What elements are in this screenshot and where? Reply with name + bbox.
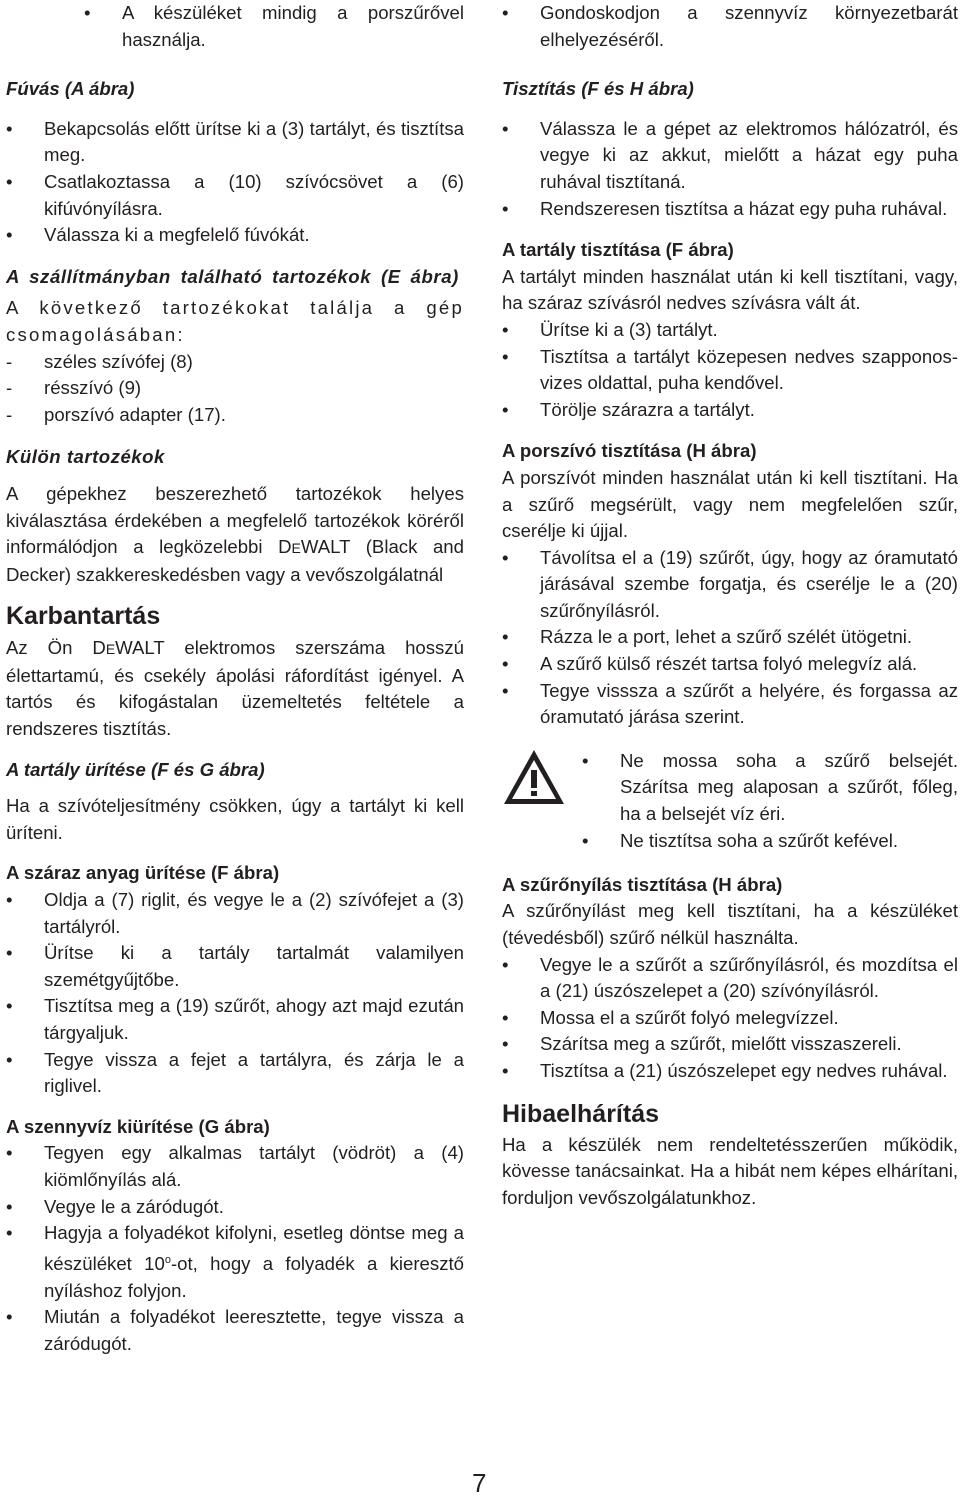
section-heading-troubleshooting: Hibaelhárítás bbox=[502, 1099, 660, 1128]
page-number: 7 bbox=[472, 1468, 487, 1498]
text: A gépekhez beszerezhető tartozékok helyes kiválasztása érdekében a megfelelő tartozékok köréről informálódjon a legközelebbi D bbox=[6, 482, 464, 558]
section-heading-tank: A tartály tisztítása (F ábra) bbox=[502, 239, 734, 261]
list-item: • Tegye visssza a szűrőt a helyére, és forgassa az óramutató járása szerint. bbox=[502, 678, 958, 731]
left-column bbox=[6, 0, 464, 1357]
list-item: • Tisztítsa a tartályt közepesen nedves szapponos-vizes oldattal, puha kendővel. bbox=[502, 344, 958, 397]
warning-block bbox=[502, 748, 958, 856]
warning-triangle-icon bbox=[502, 748, 566, 806]
section-heading-accessories: A szállítmányban található tartozékok (E ábra) bbox=[6, 265, 459, 287]
list-item: • Mossa el a szűrőt folyó melegvízzel. bbox=[502, 1005, 958, 1032]
section-heading-vacuum: A porszívó tisztítása (H ábra) bbox=[502, 440, 757, 462]
list-item: • Csatlakoztassa a (10) szívócsövet a (6) kifúvónyílásra. bbox=[6, 169, 464, 222]
fuvas-list bbox=[6, 116, 464, 249]
section-heading-maintenance: Karbantartás bbox=[6, 602, 161, 631]
list-item: • Tegyen egy alkalmas tartályt (vödröt) a (4) kiömlőnyílás alá. bbox=[6, 1140, 464, 1193]
text: WALT (Black and Decker) szakkereskedésben vagy a vevőszolgálatnál bbox=[6, 536, 464, 585]
section-heading-waste: A szennyvíz kiürítése (G ábra) bbox=[6, 1115, 270, 1137]
list-item: • Ürítse ki a tartály tartalmát valamilyen szemétgyűjtőbe. bbox=[6, 940, 464, 993]
list-item: • Gondoskodjon a szennyvíz környezetbarát elhelyezéséről. bbox=[502, 0, 958, 53]
list-item: • Szárítsa meg a szűrőt, mielőtt visszaszereli. bbox=[502, 1031, 958, 1058]
empty-paragraph: Ha a szívóteljesítmény csökken, úgy a tartályt ki kell üríteni. bbox=[6, 795, 464, 843]
list-item: - résszívó (9) bbox=[6, 375, 464, 402]
list-item: • Válassza ki a megfelelő fúvókát. bbox=[6, 222, 464, 249]
maintenance-paragraph bbox=[6, 635, 464, 742]
text: -ot, hogy a folyadék a kieresztő nyíláshoz folyjon. bbox=[44, 1252, 464, 1301]
list-item: • Válassza le a gépet az elektromos hálózatról, és vegye ki az akkut, mielőtt a házat egy puha ruhával tisztítaná. bbox=[502, 116, 958, 196]
list-item: • Miután a folyadékot leeresztette, tegye vissza a záródugót. bbox=[6, 1304, 464, 1357]
list-item: • Tisztítsa a (21) úszószelepet egy nedves ruhával. bbox=[502, 1058, 958, 1085]
waste-list bbox=[6, 1140, 464, 1357]
vacuum-paragraph: A porszívót minden használat után ki kell tisztítani. Ha a szűrő megsérült, vagy nem megfelelően szűr, cserélje ki újjal. bbox=[502, 466, 958, 542]
list-item: • Vegye le a záródugót. bbox=[6, 1194, 464, 1221]
section-heading-empty: A tartály ürítése (F és G ábra) bbox=[6, 758, 265, 780]
list-item-text: A készüléket mindig a porszűrővel használja. bbox=[122, 2, 464, 50]
troubleshooting-paragraph: Ha a készülék nem rendeltetésszerűen működik, kövesse tanácsainkat. Ha a hibát nem képes elhárítani, forduljon vevőszolgálatunkhoz. bbox=[502, 1133, 958, 1208]
brand-letter: E bbox=[291, 540, 301, 557]
text: Hagyja a folyadékot kifolyni, esetleg döntse meg a készüléket 10 bbox=[44, 1222, 464, 1274]
section-heading-extra: Külön tartozékok bbox=[6, 446, 165, 468]
text: WALT elektromos szerszáma hosszú élettartamú, és csekély ápolási ráfordítást igényel. A tartós és kifogástalan üzemeltetés feltétele a rendszeres tisztítás. bbox=[6, 637, 464, 740]
section-heading-cleaning: Tisztítás (F és H ábra) bbox=[502, 78, 694, 100]
list-item: • Tisztítsa meg a (19) szűrőt, ahogy azt majd ezután tárgyaljuk. bbox=[6, 993, 464, 1046]
slot-list bbox=[502, 952, 958, 1085]
list-item bbox=[6, 1220, 464, 1304]
extra-paragraph bbox=[6, 481, 464, 588]
tank-list bbox=[502, 317, 958, 423]
section-heading-dry: A száraz anyag ürítése (F ábra) bbox=[6, 862, 280, 884]
section-heading-fuvas: Fúvás (A ábra) bbox=[6, 78, 135, 100]
section-heading-slot: A szűrőnyílás tisztítása (H ábra) bbox=[502, 873, 783, 895]
list-item: - porszívó adapter (17). bbox=[6, 402, 464, 429]
list-item bbox=[84, 0, 464, 53]
list-item: • Ne mossa soha a szűrő belsejét. Szárítsa meg alaposan a szűrőt, főleg, ha a belsejét víz éri. bbox=[582, 748, 958, 828]
list-item: • A szűrő külső részét tartsa folyó melegvíz alá. bbox=[502, 651, 958, 678]
list-item: - széles szívófej (8) bbox=[6, 349, 464, 376]
accessories-list bbox=[6, 349, 464, 429]
list-item: • Távolítsa el a (19) szűrőt, úgy, hogy az óramutató járásával szembe forgatja, és cserélje le a (20) szűrőnyílásról. bbox=[502, 545, 958, 625]
list-item: • Rázza le a port, lehet a szűrő szélét ütögetni. bbox=[502, 624, 958, 651]
list-item: • Bekapcsolás előtt ürítse ki a (3) tartályt, és tisztítsa meg. bbox=[6, 116, 464, 169]
list-item: • Rendszeresen tisztítsa a házat egy puha ruhával. bbox=[502, 196, 958, 223]
right-column bbox=[502, 0, 958, 1211]
list-item: • Törölje szárazra a tartályt. bbox=[502, 397, 958, 424]
brand-letter: E bbox=[105, 641, 116, 658]
accessories-intro: A következő tartozékokat találja a gép csomagolásában: bbox=[6, 297, 464, 345]
list-item: • Ne tisztítsa soha a szűrőt kefével. bbox=[582, 828, 958, 855]
list-item: • Oldja a (7) riglit, és vegye le a (2) szívófejet a (3) tartályról. bbox=[6, 887, 464, 940]
tank-paragraph: A tartályt minden használat után ki kell tisztítani, vagy, ha száraz szívásról nedves szívásra vált át. bbox=[502, 265, 958, 314]
cleaning-list bbox=[502, 116, 958, 222]
degree-mark: o bbox=[164, 1253, 171, 1266]
list-item: • Tegye vissza a fejet a tartályra, és zárja le a riglivel. bbox=[6, 1047, 464, 1100]
text: Az Ön D bbox=[6, 637, 106, 659]
list-item: • Vegye le a szűrőt a szűrőnyílásról, és mozdítsa el a (21) úszószelepet a (20) szívónyílásról. bbox=[502, 952, 958, 1005]
vacuum-list bbox=[502, 545, 958, 731]
warning-list bbox=[582, 748, 958, 854]
dry-list bbox=[6, 887, 464, 1100]
list-item: • Ürítse ki a (3) tartályt. bbox=[502, 317, 958, 344]
slot-paragraph: A szűrőnyílást meg kell tisztítani, ha a készüléket (tévedésből) szűrő nélkül használta. bbox=[502, 900, 958, 949]
